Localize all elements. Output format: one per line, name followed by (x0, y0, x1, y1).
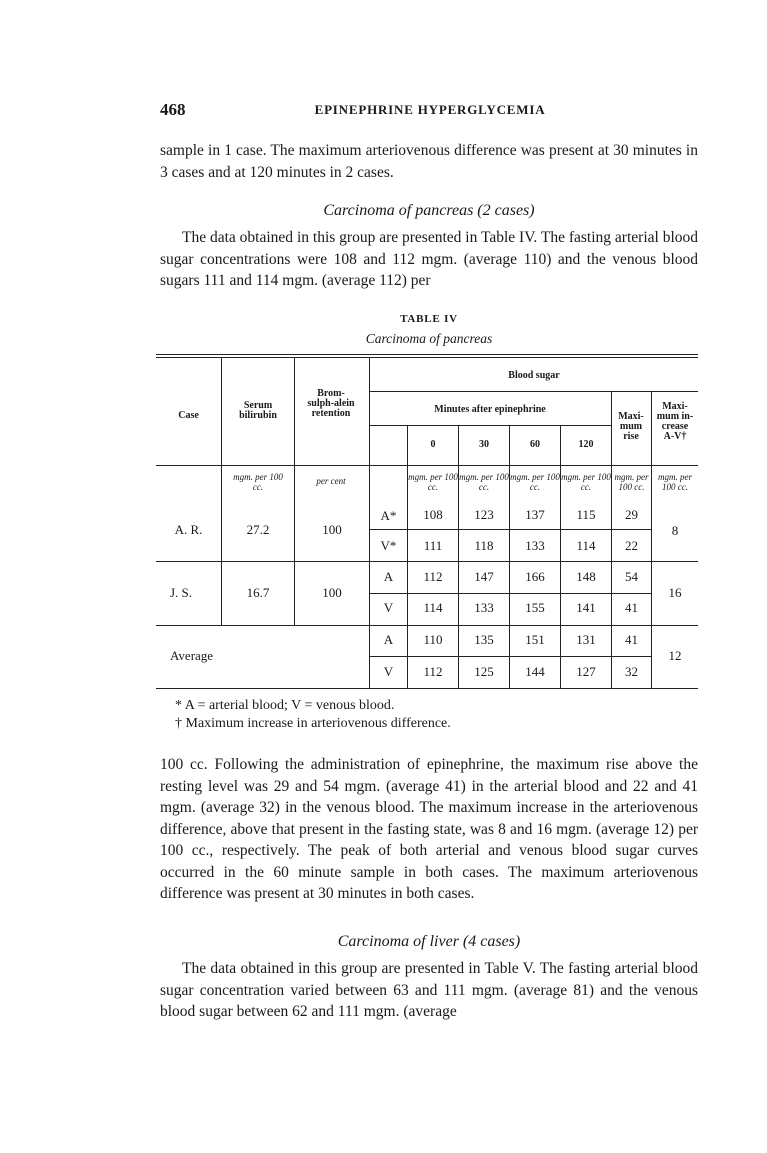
footnote-blood-type: * A = arterial blood; V = venous blood. (175, 698, 395, 713)
v-max-rise: 32 (625, 664, 638, 679)
v-min-60: 133 (525, 538, 545, 553)
header-case: Case (178, 410, 199, 421)
liver-paragraph: The data obtained in this group are presented in Table V. The fasting arterial blood sugar concentration varied between 63 and 111 mgm. (average 81) and the venous blood sugar between 62 and 111 mgm. (average (160, 960, 698, 1020)
row-divider-1 (156, 561, 698, 562)
running-head (160, 100, 700, 124)
v-max-rise: 41 (625, 600, 638, 615)
header-max-rise: Maxi-mum rise (618, 411, 644, 442)
v-max-rise: 22 (625, 538, 638, 553)
vline-30 (509, 425, 510, 688)
venous-label: V* (380, 538, 397, 553)
vline-av (407, 425, 408, 688)
v-min-60: 155 (525, 600, 545, 615)
a-min-30: 123 (474, 507, 494, 522)
unit-retention: per cent (316, 476, 346, 486)
row-divider-2 (156, 625, 698, 626)
a-max-rise: 29 (625, 507, 638, 522)
max-increase-value: 8 (671, 523, 679, 538)
a-min-120: 148 (576, 569, 596, 584)
section-heading-pancreas: Carcinoma of pancreas (2 cases) (323, 202, 535, 219)
table-top-rule-2 (156, 357, 698, 358)
a-min-0: 112 (423, 569, 443, 584)
v-min-0: 111 (423, 538, 443, 553)
max-increase-value: 16 (668, 585, 682, 600)
v-min-30: 118 (474, 538, 494, 553)
ar-av-divider (369, 529, 651, 530)
venous-label: V (383, 600, 394, 615)
retention-value: 100 (322, 585, 342, 600)
table-label: TABLE IV (400, 313, 458, 325)
unit-min-0: mgm. per 100 cc. (408, 472, 458, 492)
v-min-120: 127 (576, 664, 596, 679)
arterial-label: A (383, 632, 394, 647)
top-paragraph: sample in 1 case. The maximum arteriovenous difference was present at 30 minutes in 3 cases and at 120 minutes in 2 cases. (160, 142, 698, 181)
unit-min-60: mgm. per 100 cc. (510, 472, 560, 492)
a-max-rise: 54 (625, 569, 638, 584)
blood-sugar-rule (369, 391, 698, 392)
unit-rise: mgm. per 100 cc. (614, 472, 649, 492)
bilirubin-value: 16.7 (246, 585, 270, 600)
header-min-0: 0 (430, 439, 436, 450)
unit-min-30: mgm. per 100 cc. (459, 472, 509, 492)
v-min-120: 114 (576, 538, 596, 553)
a-min-30: 135 (474, 632, 494, 647)
header-max-increase: Maxi-mum in-crease A-V† (656, 401, 694, 442)
arterial-label: A* (380, 508, 397, 523)
v-min-0: 114 (423, 600, 443, 615)
v-min-30: 125 (474, 664, 494, 679)
header-min-60: 60 (530, 439, 540, 450)
v-min-30: 133 (474, 600, 494, 615)
unit-min-120: mgm. per 100 cc. (561, 472, 611, 492)
minutes-rule (369, 425, 611, 426)
header-serum-bilirubin: Serum bilirubin (239, 400, 277, 421)
a-max-rise: 41 (625, 632, 638, 647)
vline-60 (560, 425, 561, 688)
case-name: J. S. (169, 585, 193, 600)
v-min-60: 144 (525, 664, 545, 679)
vline-rise (651, 391, 652, 688)
footnote-max-increase: † Maximum increase in arteriovenous difference. (175, 716, 451, 731)
a-min-0: 108 (423, 507, 443, 522)
vline-0 (458, 425, 459, 688)
bilirubin-value: 27.2 (246, 522, 270, 537)
header-min-120: 120 (578, 439, 594, 450)
js-av-divider (369, 593, 651, 594)
case-name: Average (170, 648, 214, 663)
a-min-60: 166 (525, 569, 545, 584)
table-bottom-rule (156, 688, 698, 689)
unit-increase: mgm. per 100 cc. (658, 472, 692, 492)
running-title: EPINEPHRINE HYPERGLYCEMIA (314, 102, 546, 117)
pancreas-paragraph: The data obtained in this group are presented in Table IV. The fasting arterial blood sugar concentrations were 108 and 112 mgm. (average 110) and the venous blood sugars 111 and 114 mgm. (average 112) per (160, 229, 698, 289)
header-min-30: 30 (479, 439, 489, 450)
a-min-120: 131 (576, 632, 596, 647)
venous-label: V (383, 664, 394, 679)
unit-bilirubin: mgm. per 100 cc. (233, 472, 283, 492)
a-min-0: 110 (423, 632, 443, 647)
case-name: A. R. (174, 522, 203, 537)
section-heading-liver: Carcinoma of liver (4 cases) (337, 933, 521, 950)
v-min-120: 141 (576, 600, 596, 615)
header-bromsulphalein: Brom-sulph-alein retention (307, 388, 355, 419)
a-min-60: 137 (525, 507, 545, 522)
table-top-rule (156, 354, 698, 355)
page-number: 468 (160, 100, 186, 119)
a-min-30: 147 (474, 569, 494, 584)
retention-value: 100 (322, 522, 342, 537)
avg-av-divider (369, 656, 651, 657)
table-caption: Carcinoma of pancreas (365, 331, 493, 346)
a-min-60: 151 (525, 632, 545, 647)
max-increase-value: 12 (668, 648, 682, 663)
after-table-paragraph: 100 cc. Following the administration of epinephrine, the maximum rise above the resting level was 29 and 54 mgm. (average 41) in the arterial blood and 22 and 41 mgm. (average 32) in the venous blood. The maximum increase in the arteriovenous difference, above that present in the fasting state, was 8 and 16 mgm. (average 12) per 100 cc., respectively. The peak of both arterial and venous blood sugar curves occurred in the 60 minute sample in both cases. The maximum arteriovenous difference was present at 30 minutes in both cases. (160, 756, 698, 902)
arterial-label: A (383, 569, 394, 584)
header-minutes-after: Minutes after epinephrine (434, 404, 546, 415)
v-min-0: 112 (423, 664, 443, 679)
header-blood-sugar: Blood sugar (508, 370, 560, 381)
header-bottom-rule (156, 465, 698, 466)
a-min-120: 115 (576, 507, 596, 522)
